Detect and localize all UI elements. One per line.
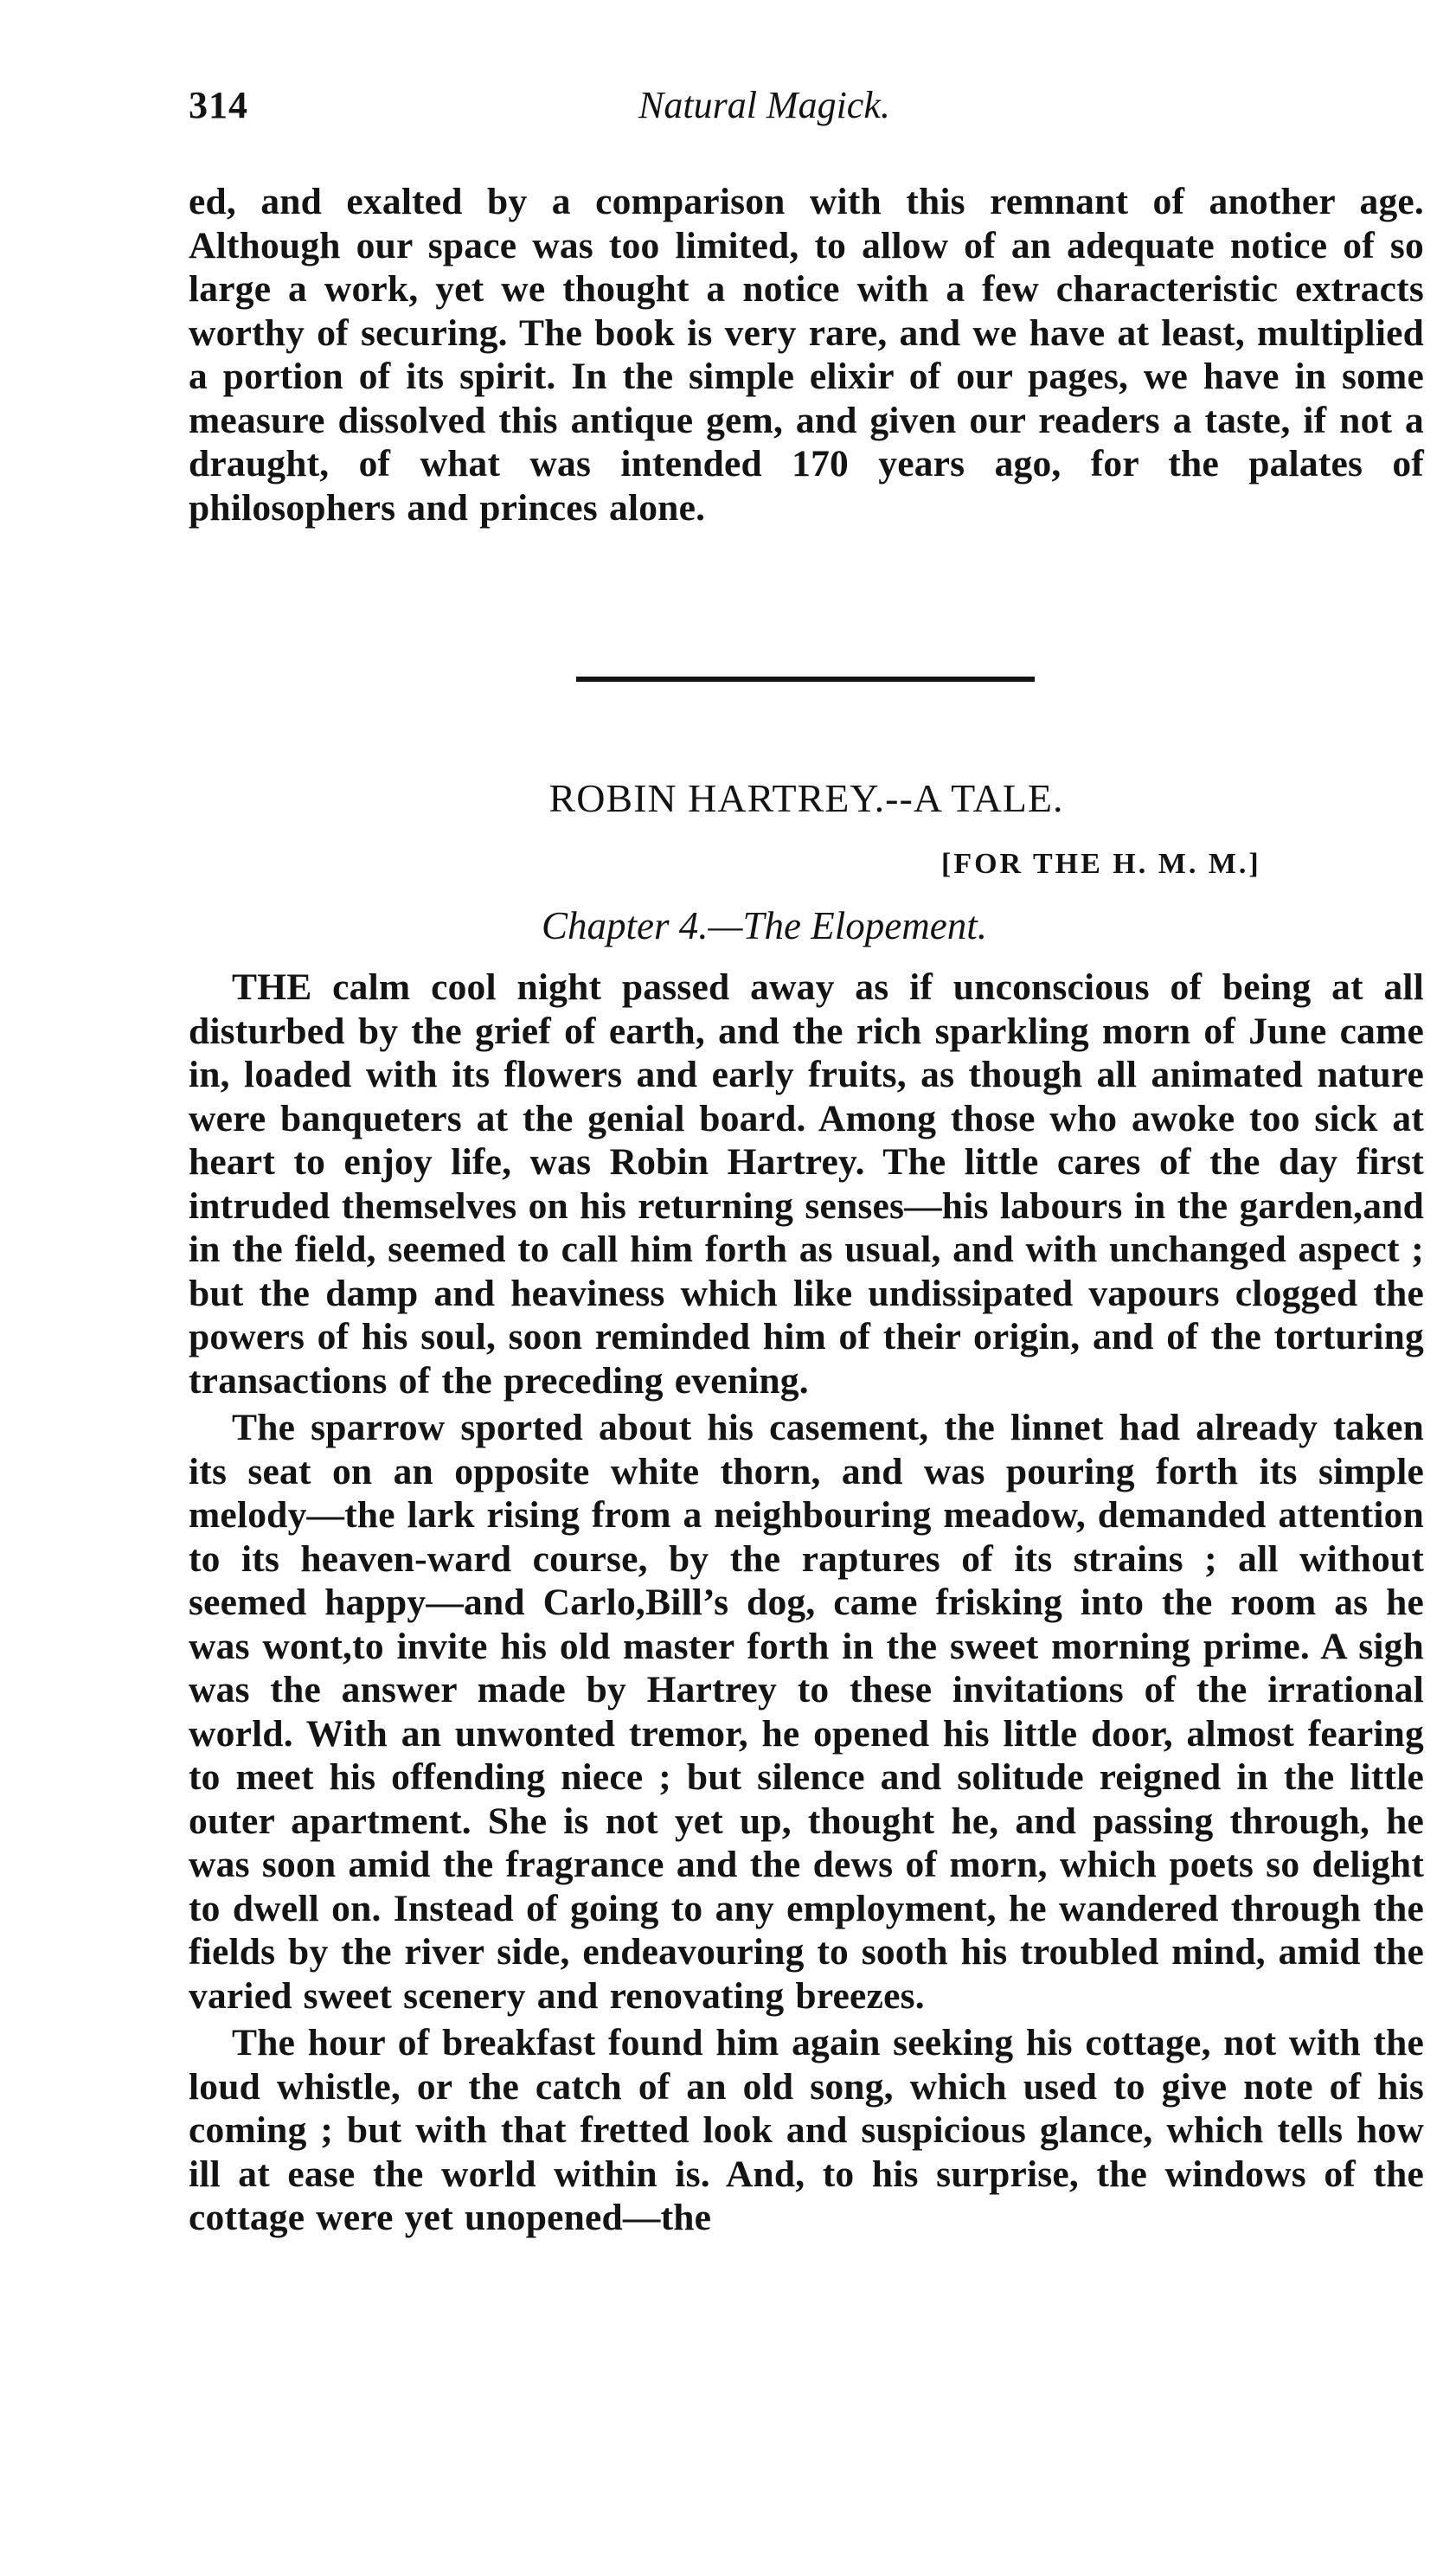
- story-body: [189, 966, 1424, 2243]
- story-paragraph-1: THE calm cool night passed away as if unconscious of being at all disturbed by the grief of earth, and the rich sparkling morn of June came in, loaded with its flowers and early fruits, as though all animated nature were banqueters at the genial board. Among those who awoke too sick at heart to enjoy life, was Robin Hartrey. The little cares of the day first intruded themselves on his returning senses—his labours in the garden,and in the field, seemed to call him forth as usual, and with unchanged aspect ; but the damp and heaviness which like undissipated vapours clogged the powers of his soul, soon reminded him of their origin, and of the torturing transactions of the preceding evening.: [189, 966, 1424, 1402]
- running-title: Natural Magick.: [638, 84, 890, 126]
- story-paragraph-2: The sparrow sported about his casement, the linnet had already taken its seat on an opposite white thorn, and was pouring forth its simple melody—the lark rising from a neighbouring meadow, demanded attention to its heaven-ward course, by the raptures of its strains ; all without seemed happy—and Carlo,Bill’s dog, came frisking into the room as he was wont,to invite his old master forth in the sweet morning prime. A sigh was the answer made by Hartrey to these invitations of the irrational world. With an unwonted tremor, he opened his little door, almost fearing to meet his offending niece ; but silence and solitude reigned in the little outer apartment. She is not yet up, thought he, and passing through, he was soon amid the fragrance and the dews of morn, which poets so delight to dwell on. Instead of going to any employment, he wandered through the fields by the river side, endeavouring to sooth his troubled mind, amid the varied sweet scenery and renovating breezes.: [189, 1407, 1424, 2017]
- story-title: ROBIN HARTREY.--A TALE.: [548, 776, 1064, 820]
- story-attribution: [FOR THE H. M. M.]: [941, 848, 1261, 880]
- story-paragraph-3: The hour of breakfast found him again seeking his cottage, not with the loud whistle, or the catch of an old song, which used to give note of his coming ; but with that fretted look and suspicious glance, which tells how ill at ease the world within is. And, to his surprise, the windows of the cottage were yet unopened—the: [189, 2022, 1424, 2238]
- intro-paragraph: ed, and exalted by a comparison with this remnant of another age. Although our space was too limited, to allow of an adequate notice of so large a work, yet we thought a notice with a few characteristic extracts worthy of securing. The book is very rare, and we have at least, multiplied a portion of its spirit. In the simple elixir of our pages, we have in some measure dissolved this antique gem, and given our readers a taste, if not a draught, of what was intended 170 years ago, for the palates of philosophers and princes alone.: [189, 181, 1424, 529]
- page-number: 314: [189, 84, 248, 126]
- running-header: [189, 83, 1424, 135]
- intro-section: [189, 180, 1424, 529]
- chapter-heading: Chapter 4.—The Elopement.: [542, 904, 987, 947]
- section-divider-rule: [576, 677, 1035, 682]
